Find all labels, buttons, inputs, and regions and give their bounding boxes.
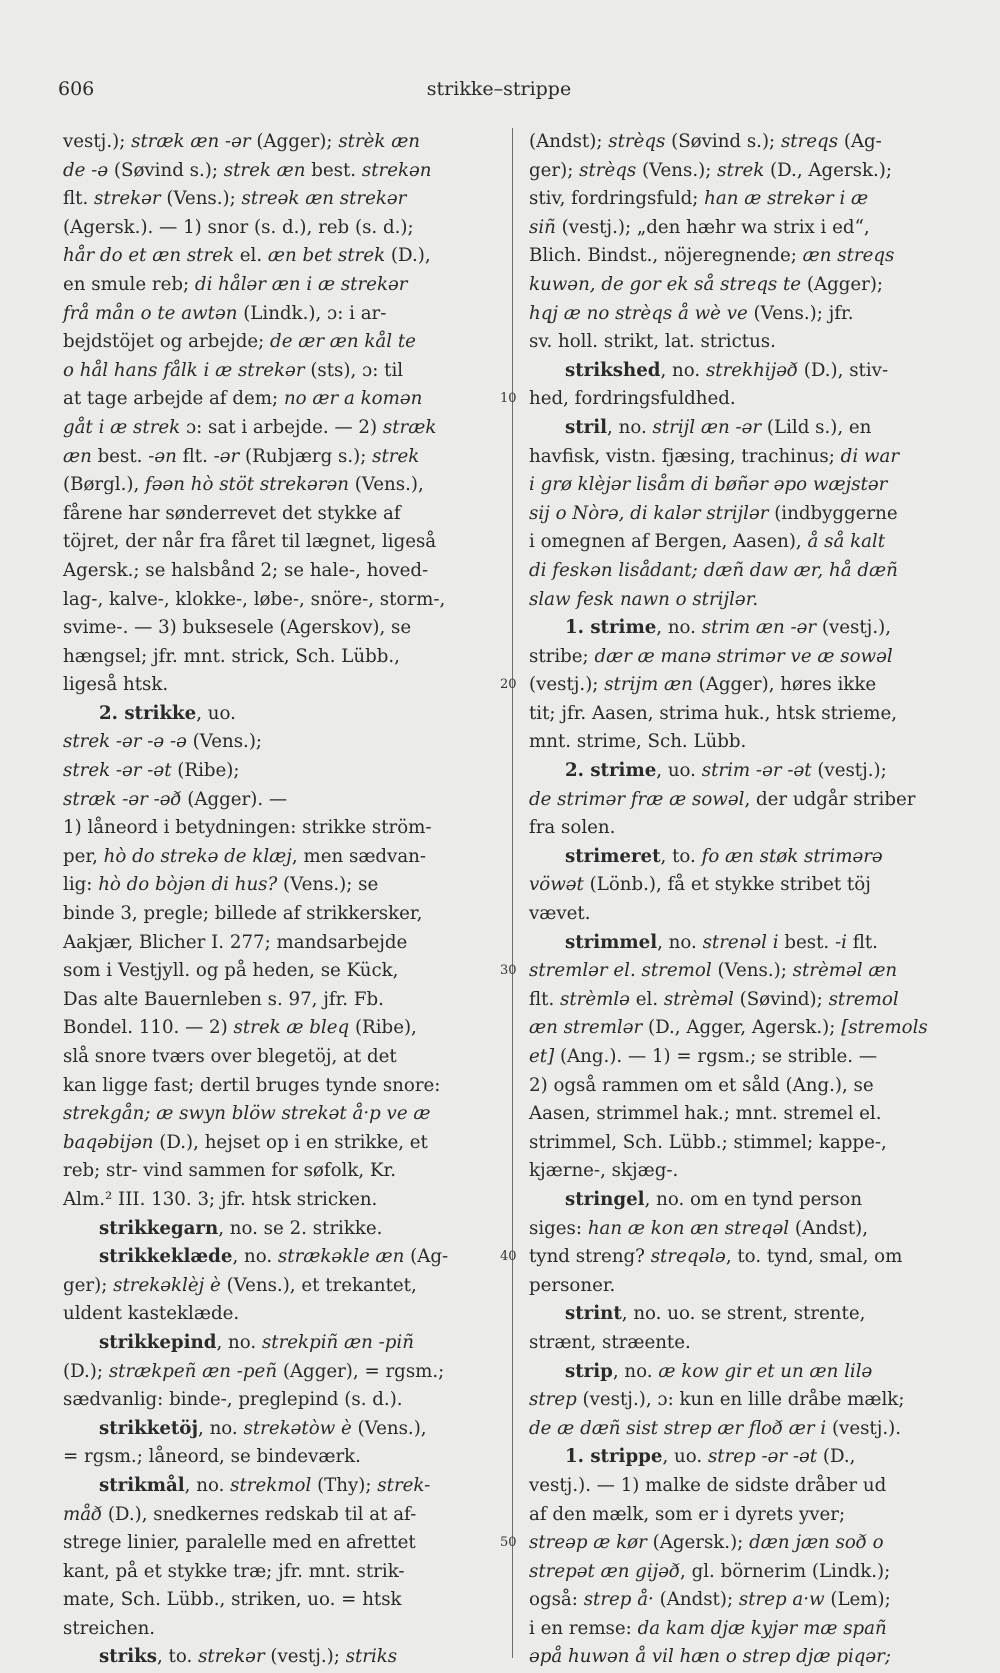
- right-line: tit; jfr. Aasen, strima huk., htsk strieme,: [529, 702, 898, 724]
- right-line: strimeret, to. fo æn støk strimərə: [565, 845, 883, 867]
- right-line: vöwət (Lönb.), få et stykke stribet töj: [529, 874, 871, 896]
- right-line: (vestj.); strijm æn (Agger), høres ikke: [529, 674, 877, 696]
- left-line: o hål hans fålk i æ strekər (sts), ɔ: til: [63, 359, 404, 381]
- left-line: baqəbijən (D.), hejset op i en strikke, et: [63, 1131, 428, 1153]
- left-line: de -ə (Søvind s.); strek æn best. strekən: [63, 159, 432, 181]
- left-line: per, hò do strekə de klæj, men sædvan-: [63, 845, 427, 867]
- right-line: 1. strippe, uo. strep -ər -ət (D.,: [565, 1446, 856, 1468]
- left-line: vestj.); stræk æn -ər (Agger); strèk æn: [63, 131, 421, 152]
- right-column: [529, 128, 949, 1672]
- right-line: 1. strime, no. strim æn -ər (vestj.),: [565, 617, 891, 639]
- left-line: lig: hò do bòjən di hus? (Vens.); se: [63, 874, 379, 896]
- left-line: streichen.: [63, 1617, 156, 1639]
- line-number-marker: 10: [500, 391, 517, 407]
- right-line: strip, no. æ kow gir et un æn lilə: [565, 1360, 873, 1382]
- left-line: fårene har sønderrevet det stykke af: [63, 502, 401, 524]
- left-line: Agersk.; se halsbånd 2; se hale-, hoved-: [63, 559, 429, 581]
- left-line: (Børgl.), fəən hò stöt strekərən (Vens.),: [63, 474, 424, 496]
- right-line: fra solen.: [529, 817, 616, 839]
- right-line: vævet.: [529, 903, 591, 925]
- right-line: 2. strime, uo. strim -ər -ət (vestj.);: [565, 760, 887, 782]
- left-line: uldent kasteklæde.: [63, 1303, 240, 1325]
- left-line: strekgån; æ swyn blöw strekət å·p ve æ: [63, 1103, 431, 1125]
- left-column: [63, 128, 503, 1672]
- right-line: stringel, no. om en tynd person: [565, 1188, 863, 1210]
- right-line: æn stremlər (D., Agger, Agersk.); [stremols: [529, 1017, 928, 1039]
- right-line: de æ dæñ sist strep ær floð ær i (vestj.).: [529, 1417, 902, 1439]
- left-line: at tage arbejde af dem; no ær a komən: [63, 388, 423, 410]
- left-line: strikketöj, no. strekətòw è (Vens.),: [99, 1417, 427, 1439]
- right-line: əpå huwən å vil hæn o strep djæ piqər;: [529, 1646, 892, 1668]
- right-line: siges: han æ kon æn streqəl (Andst),: [529, 1217, 869, 1239]
- right-line: Aasen, strimmel hak.; mnt. stremel el.: [529, 1103, 882, 1125]
- right-line: stremlər el. stremol (Vens.); strèməl æn: [529, 960, 898, 982]
- right-line: hqj æ no strèqs å wè ve (Vens.); jfr.: [529, 302, 854, 324]
- right-line: også: strep å· (Andst); strep a·w (Lem);: [529, 1589, 891, 1611]
- left-line: flt. strekər (Vens.); streək æn strekər: [63, 188, 407, 210]
- right-line: i omegnen af Bergen, Aasen), å så kalt: [529, 531, 886, 553]
- right-line: stril, no. strijl æn -ər (Lild s.), en: [565, 416, 872, 438]
- left-line: (D.); strækpeñ æn -peñ (Agger), = rgsm.;: [63, 1360, 445, 1382]
- right-line: af den mælk, som er i dyrets yver;: [529, 1503, 846, 1525]
- right-line: strimmel, Sch. Lübb.; stimmel; kappe-,: [529, 1131, 887, 1153]
- right-line: 2) også rammen om et såld (Ang.), se: [529, 1074, 874, 1096]
- left-line: Alm.² III. 130. 3; jfr. htsk stricken.: [63, 1188, 378, 1210]
- left-line: strikkegarn, no. se 2. strikke.: [99, 1217, 383, 1239]
- left-line: Bondel. 110. — 2) strek æ bleq (Ribe),: [63, 1017, 417, 1039]
- left-line: ger); strekəklèj è (Vens.), et trekantet,: [63, 1274, 417, 1296]
- left-line: strikmål, no. strekmol (Thy); strek-: [99, 1474, 431, 1496]
- left-line: æn best. -ən flt. -ər (Rubjærg s.); strek: [63, 445, 420, 467]
- right-line: de strimər fræ æ sowəl, der udgår striber: [529, 788, 916, 810]
- left-line: 1) låneord i betydningen: strikke ström-: [63, 817, 432, 839]
- right-line: slaw fesk nawn o strijlər.: [529, 588, 759, 610]
- left-line: (Agersk.). — 1) snor (s. d.), reb (s. d.);: [63, 216, 414, 238]
- left-line: kant, på et stykke træ; jfr. mnt. strik-: [63, 1560, 405, 1582]
- right-line: tynd streng? streqələ, to. tynd, smal, om: [529, 1246, 903, 1268]
- left-line: bejdstöjet og arbejde; de ær æn kål te: [63, 331, 416, 353]
- right-line: siñ (vestj.); „den hæhr wa strix i ed“,: [529, 216, 870, 238]
- right-line: kjærne-, skjæg-.: [529, 1160, 679, 1182]
- left-line: lag-, kalve-, klokke-, løbe-, snöre-, storm-,: [63, 588, 446, 610]
- column-divider: [512, 128, 513, 1658]
- left-line: måð (D.), snedkernes redskab til at af-: [63, 1503, 417, 1525]
- left-line: slå snore tværs over blegetöj, at det: [63, 1046, 397, 1067]
- right-line: ger); strèqs (Vens.); strek (D., Agersk.);: [529, 159, 892, 181]
- left-line: kan ligge fast; dertil bruges tynde snore:: [63, 1074, 441, 1096]
- right-line: havfisk, vistn. fjæsing, trachinus; di war: [529, 445, 900, 467]
- right-line: (Andst); strèqs (Søvind s.); streqs (Ag-: [529, 131, 882, 152]
- right-line: streəp æ kør (Agersk.); dæn jæn soð o: [529, 1532, 884, 1554]
- right-line: kuwən, de gor ek så streqs te (Agger);: [529, 273, 884, 295]
- right-line: personer.: [529, 1274, 616, 1296]
- left-line: strek -ər -ət (Ribe);: [63, 760, 240, 782]
- right-line: strint, no. uo. se strent, strente,: [565, 1303, 866, 1325]
- right-line: i en remse: da kam djæ kyjər mæ spañ: [529, 1617, 887, 1639]
- right-line: flt. strèmlə el. strèməl (Søvind); stremol: [529, 988, 899, 1010]
- left-line: strikkepind, no. strekpiñ æn -piñ: [99, 1331, 414, 1353]
- right-line: strep (vestj.), ɔ: kun en lille dråbe mælk;: [529, 1389, 905, 1411]
- left-line: Das alte Bauernleben s. 97, jfr. Fb.: [63, 988, 384, 1010]
- right-line: strepət æn gijəð, gl. börnerim (Lindk.);: [529, 1560, 891, 1582]
- left-line: svime-. — 3) buksesele (Agerskov), se: [63, 617, 412, 639]
- right-line: mnt. strime, Sch. Lübb.: [529, 731, 747, 753]
- right-line: stribe; dær æ manə strimər ve æ sowəl: [529, 645, 893, 667]
- right-line: et] (Ang.). — 1) = rgsm.; se strible. —: [529, 1046, 878, 1067]
- left-line: binde 3, pregle; billede af strikkersker,: [63, 903, 423, 925]
- right-line: strænt, stræente.: [529, 1331, 691, 1353]
- left-line: sædvanlig: binde-, preglepind (s. d.).: [63, 1389, 403, 1411]
- right-line: hed, fordringsfuldhed.: [529, 388, 736, 410]
- left-line: en smule reb; di hålər æn i æ strekər: [63, 273, 408, 295]
- left-line: = rgsm.; låneord, se bindeværk.: [63, 1446, 361, 1468]
- left-line: gåt i æ strek ɔ: sat i arbejde. — 2) stræk: [63, 416, 437, 438]
- left-line: stræk -ər -əð (Agger). —: [63, 788, 288, 810]
- line-number-marker: 30: [500, 963, 517, 979]
- running-head: strikke–strippe: [426, 78, 572, 100]
- right-line: sij o Nòrə, di kalər strijlər (indbyggerne: [529, 502, 898, 524]
- left-line: strek -ər -ə -ə (Vens.);: [63, 731, 263, 753]
- right-line: strikshed, no. strekhijəð (D.), stiv-: [565, 359, 889, 381]
- page-header: [58, 78, 940, 108]
- left-line: töjret, der når fra fåret til lægnet, ligeså: [63, 531, 437, 553]
- left-line: reb; str- vind sammen for søfolk, Kr.: [63, 1160, 397, 1182]
- line-number-marker: 20: [500, 677, 517, 693]
- left-line: frå mån o te awtən (Lindk.), ɔ: i ar-: [63, 302, 387, 324]
- right-line: strimmel, no. strenəl i best. -i flt.: [565, 931, 878, 953]
- left-line: strege linier, paralelle med en afrettet: [63, 1532, 416, 1554]
- left-line: strikkeklæde, no. strækəkle æn (Ag-: [99, 1246, 449, 1268]
- left-line: hår do et æn strek el. æn bet strek (D.),: [63, 245, 431, 267]
- right-line: sv. holl. strikt, lat. strictus.: [529, 331, 776, 353]
- left-line: hængsel; jfr. mnt. strick, Sch. Lübb.,: [63, 645, 400, 667]
- left-line: ligeså htsk.: [63, 674, 169, 696]
- line-number-marker: 40: [500, 1249, 517, 1265]
- left-line: Aakjær, Blicher I. 277; mandsarbejde: [63, 931, 408, 953]
- right-line: i grø klèjər lisåm di bøñər əpo wæjstər: [529, 474, 888, 496]
- left-line: striks, to. strekər (vestj.); striks: [99, 1646, 398, 1668]
- right-line: stiv, fordringsfuld; han æ strekər i æ: [529, 188, 869, 210]
- line-number-marker: 50: [500, 1535, 517, 1551]
- left-line: mate, Sch. Lübb., striken, uo. = htsk: [63, 1589, 402, 1611]
- left-line: som i Vestjyll. og på heden, se Kück,: [63, 960, 399, 982]
- left-line: 2. strikke, uo.: [99, 702, 236, 724]
- right-line: Blich. Bindst., nöjeregnende; æn streqs: [529, 245, 895, 267]
- right-line: di feskən lisådant; dæñ daw ær, hå dæñ: [529, 559, 898, 581]
- right-line: vestj.). — 1) malke de sidste dråber ud: [529, 1474, 887, 1496]
- page-number: 606: [58, 78, 95, 100]
